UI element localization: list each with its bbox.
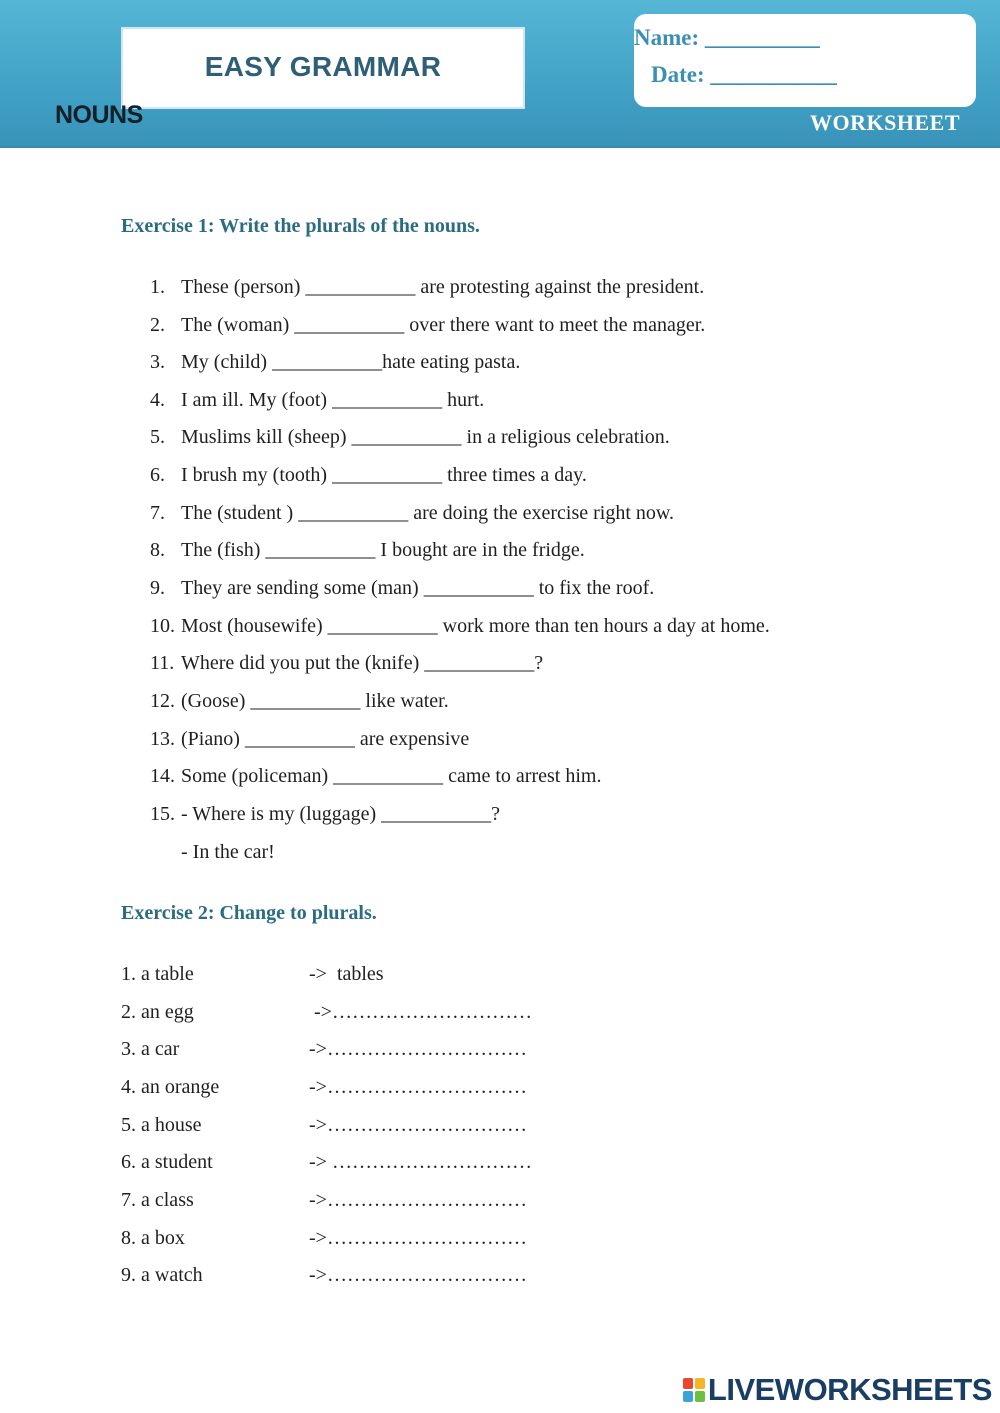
question-number: 7. — [150, 502, 165, 524]
question-number: 13. — [150, 728, 175, 750]
plural-row — [121, 1114, 527, 1137]
question-row — [150, 539, 585, 562]
question-text[interactable]: (Piano) ___________ are expensive — [181, 728, 470, 750]
plural-answer-field[interactable]: -> tables — [309, 963, 384, 985]
date-field[interactable]: Date: ___________ — [651, 62, 837, 87]
question-number: 9. — [150, 577, 165, 599]
question-number: 12. — [150, 690, 175, 712]
liveworksheets-logo — [683, 1372, 992, 1408]
singular-noun: 4. an orange — [121, 1076, 220, 1098]
question-row — [150, 803, 500, 826]
plural-answer-field[interactable]: ->………………………… — [309, 1264, 527, 1286]
question-row — [150, 464, 587, 487]
question-row — [150, 765, 601, 788]
worksheet-label: WORKSHEET — [810, 110, 960, 135]
plural-row — [121, 1038, 527, 1061]
question-text[interactable]: - In the car! — [181, 841, 275, 863]
plural-answer-field[interactable]: ->………………………… — [309, 1227, 527, 1249]
question-row — [150, 276, 704, 299]
question-text[interactable]: My (child) ___________hate eating pasta. — [181, 351, 521, 373]
plural-row — [121, 1076, 527, 1099]
singular-noun: 1. a table — [121, 963, 194, 985]
question-row — [150, 690, 449, 713]
question-number: 1. — [150, 276, 165, 298]
plural-row — [121, 1151, 532, 1174]
question-number: 10. — [150, 615, 175, 637]
plural-row — [121, 963, 384, 986]
question-number: 15. — [150, 803, 175, 825]
question-text[interactable]: These (person) ___________ are protesting against the president. — [181, 276, 705, 298]
singular-noun: 8. a box — [121, 1227, 185, 1249]
plural-row — [121, 1264, 527, 1287]
singular-noun: 5. a house — [121, 1114, 202, 1136]
singular-noun: 9. a watch — [121, 1264, 203, 1286]
question-row — [150, 728, 469, 751]
plural-answer-field[interactable]: ->………………………… — [309, 1114, 527, 1136]
question-row — [150, 314, 705, 337]
question-text[interactable]: - Where is my (luggage) ___________? — [181, 803, 500, 825]
logo-square — [695, 1391, 705, 1402]
question-text[interactable]: Most (housewife) ___________ work more than ten hours a day at home. — [181, 615, 770, 637]
question-row — [150, 389, 484, 412]
question-number: 11. — [150, 652, 175, 674]
question-text[interactable]: The (fish) ___________ I bought are in the fridge. — [181, 539, 585, 561]
question-text[interactable]: I am ill. My (foot) ___________ hurt. — [181, 389, 485, 411]
question-text[interactable]: The (student ) ___________ are doing the exercise right now. — [181, 502, 675, 524]
plural-answer-field[interactable]: ->………………………… — [309, 1001, 532, 1023]
question-row — [150, 351, 520, 374]
question-text[interactable]: Where did you put the (knife) ___________? — [181, 652, 544, 674]
logo-text: LIVEWORKSHEETS — [707, 1372, 992, 1407]
question-row — [150, 652, 543, 675]
question-text[interactable]: (Goose) ___________ like water. — [181, 690, 449, 712]
title-box — [121, 27, 525, 109]
plural-answer-field[interactable]: ->………………………… — [309, 1076, 527, 1098]
logo-square — [683, 1391, 693, 1402]
question-row — [150, 502, 674, 525]
subject-label: NOUNS — [55, 101, 143, 129]
plural-answer-field[interactable]: ->………………………… — [309, 1189, 527, 1211]
plural-row — [121, 1189, 527, 1212]
question-row — [150, 577, 654, 600]
name-field[interactable]: Name: __________ — [634, 25, 820, 50]
exercise1-title: Exercise 1: Write the plurals of the nouns. — [121, 215, 480, 237]
question-number: 2. — [150, 314, 165, 336]
plural-row — [121, 1001, 532, 1024]
header-banner — [0, 0, 1000, 148]
question-text[interactable]: Muslims kill (sheep) ___________ in a religious celebration. — [181, 426, 670, 448]
plural-row — [121, 1227, 527, 1250]
question-row — [150, 426, 670, 449]
question-number: 8. — [150, 539, 165, 561]
question-number: 3. — [150, 351, 165, 373]
question-number: 14. — [150, 765, 175, 787]
question-number: 6. — [150, 464, 165, 486]
question-text[interactable]: I brush my (tooth) ___________ three times a day. — [181, 464, 587, 486]
question-number: 5. — [150, 426, 165, 448]
logo-square — [683, 1378, 693, 1389]
question-number: 4. — [150, 389, 165, 411]
question-text[interactable]: The (woman) ___________ over there want to meet the manager. — [181, 314, 706, 336]
exercise2-title: Exercise 2: Change to plurals. — [121, 902, 377, 924]
singular-noun: 7. a class — [121, 1189, 194, 1211]
plural-answer-field[interactable]: ->………………………… — [309, 1038, 527, 1060]
question-row — [150, 615, 770, 638]
question-text[interactable]: They are sending some (man) ___________ to fix the roof. — [181, 577, 655, 599]
logo-icon — [683, 1378, 705, 1402]
question-row — [150, 841, 275, 864]
logo-square — [695, 1378, 705, 1389]
singular-noun: 2. an egg — [121, 1001, 194, 1023]
singular-noun: 6. a student — [121, 1151, 213, 1173]
plural-answer-field[interactable]: -> ………………………… — [309, 1151, 532, 1173]
worksheet-title: EASY GRAMMAR — [204, 51, 442, 82]
question-text[interactable]: Some (policeman) ___________ came to arrest him. — [181, 765, 602, 787]
singular-noun: 3. a car — [121, 1038, 180, 1060]
